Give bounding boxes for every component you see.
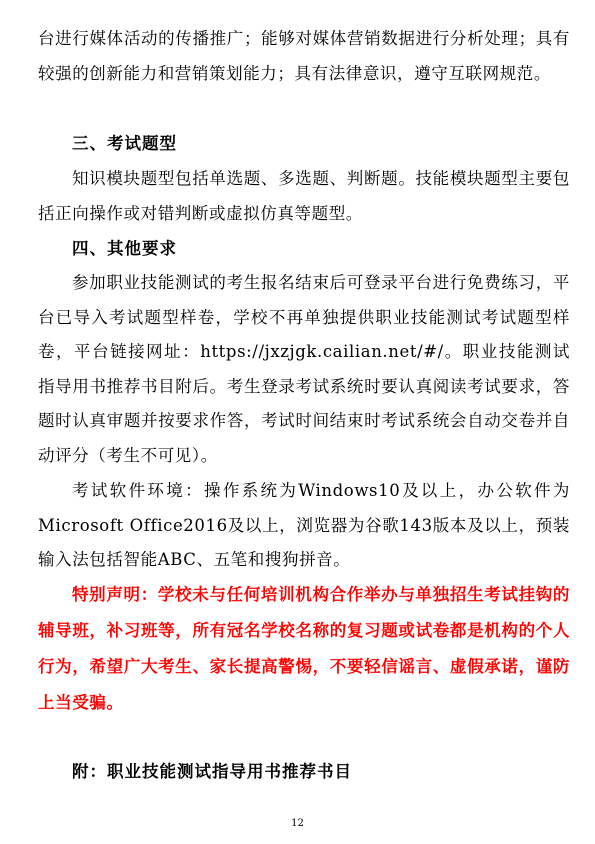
appendix-heading: 附：职业技能测试指导用书推荐书目 bbox=[72, 762, 352, 781]
section-three-body: 知识模块题型包括单选题、多选题、判断题。技能模块题型主要包括正向操作或对错判断或虚拟仿真等题型。 bbox=[38, 169, 570, 223]
special-notice: 特别声明：学校未与任何培训机构合作举办与单独招生考试挂钩的辅导班，补习班等，所有冠名学校名称的复习题或试卷都是机构的个人行为，希望广大考生、家长提高警惕，不要轻信谣言、虚假承诺，谨防上当受骗。 bbox=[38, 585, 570, 712]
page-number: 12 bbox=[291, 818, 304, 829]
section-three-heading: 三、考试题型 bbox=[72, 134, 177, 153]
section-four-body: 参加职业技能测试的考生报名结束后可登录平台进行免费练习，平台已导入考试题型样卷，学校不再单独提供职业技能测试考试题型样卷，平台链接网址：https://jxzjgk.cailian.net/#/。职业技能测试指导用书推荐书目附后。考生登录考试系统时要认真阅读考试要求，答题时认真审题并按要求作答，考试时间结束时考试系统会自动交卷并自动评分（考生不可见）。 bbox=[38, 273, 570, 465]
intro-paragraph: 台进行媒体活动的传播推广；能够对媒体营销数据进行分析处理；具有较强的创新能力和营销策划能力；具有法律意识，遵守互联网规范。 bbox=[38, 29, 570, 83]
section-four-heading: 四、其他要求 bbox=[72, 239, 177, 258]
software-environment-paragraph: 考试软件环境：操作系统为Windows10及以上，办公软件为Microsoft Office2016及以上，浏览器为谷歌143版本及以上，预装输入法包括智能ABC、五笔和搜狗拼音。 bbox=[38, 481, 570, 569]
